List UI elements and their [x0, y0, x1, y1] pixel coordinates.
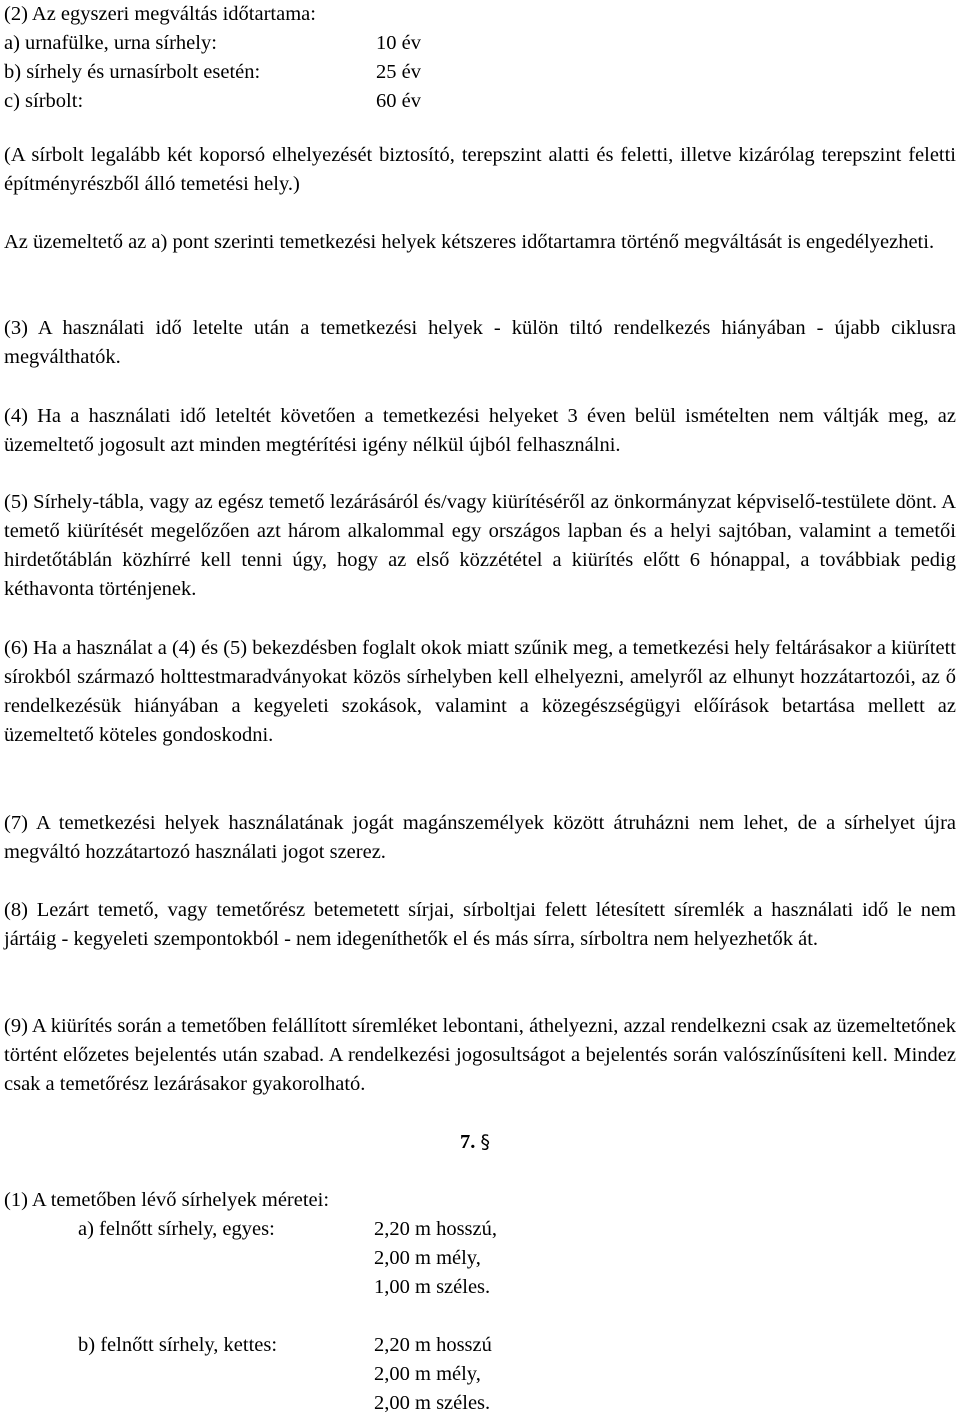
section-heading: [460, 1128, 540, 1157]
dimension-length: 2,20 m hosszú,: [374, 1218, 497, 1240]
duration-value: 60 év: [376, 90, 421, 112]
dimensions-label: a) felnőtt sírhely, egyes:: [78, 1218, 275, 1240]
extension-paragraph: Az üzemeltető az a) pont szerinti temetkezési helyek kétszeres időtartamra történő megváltását is engedélyezheti.: [4, 231, 935, 253]
dimension-length: 2,20 m hosszú: [374, 1334, 492, 1356]
dimension-width: 1,00 m széles.: [374, 1276, 491, 1298]
dimensions-item-b: [4, 1331, 956, 1418]
duration-title: (2) Az egyszeri megváltás időtartama:: [4, 3, 316, 25]
paragraph-8: (8) Lezárt temető, vagy temetőrész betemetett sírjai, sírboltjai felett létesített síremlék a használati idő le nem jártáig - kegyeleti szempontokból - nem idegeníthetők el és más sírra, sírboltra nem helyezhetők át.: [4, 899, 956, 950]
dimensions-item-a: [4, 1215, 956, 1302]
paragraph-6: (6) Ha a használat a (4) és (5) bekezdésben foglalt okok miatt szűnik meg, a temetkezési hely feltárásakor a kiürített sírokból származó holttestmaradványokat közös sírhelyben kell elhelyezni, amelyről az elhunyt hozzátartozói, az ő rendelkezésük hiányában a kegyeleti szokások, valamint a közegészségügyi előírások betartása mellett az üzemeltető köteles gondoskodni.: [4, 637, 956, 746]
paragraph-5: (5) Sírhely-tábla, vagy az egész temető lezárásáról és/vagy kiürítéséről az önkormányzat képviselő-testülete dönt. A temető kiürítését megelőzően azt három alkalommal egy országos lapban és a helyi sajtóban, valamint a temetői hirdetőtáblán közhírré kell tenni úgy, hogy az első közzététel a kiürítés előtt 6 hónappal, a továbbiak pedig kéthavonta történjenek.: [4, 491, 956, 600]
paragraph-9: (9) A kiürítés során a temetőben felállított síremléket lebontani, áthelyezni, azzal rendelkezni csak az üzemeltetőnek történt előzetes bejelentés után szabad. A rendelkezési jogosultságot a bejelentés során valószínűsíteni kell. Mindez csak a temetőrész lezárásakor gyakorolható.: [4, 1015, 956, 1095]
duration-label: c) sírbolt:: [4, 90, 84, 112]
duration-item-c: [4, 87, 956, 116]
duration-value: 10 év: [376, 32, 421, 54]
dimension-width: 2,00 m széles.: [374, 1392, 491, 1414]
duration-section: [4, 0, 956, 116]
dimensions-label: b) felnőtt sírhely, kettes:: [78, 1334, 278, 1356]
paragraph-3: (3) A használati idő letelte után a temetkezési helyek - külön tiltó rendelkezés hiányában - újabb ciklusra megválthatók.: [4, 317, 956, 368]
duration-label: b) sírhely és urnasírbolt esetén:: [4, 61, 261, 83]
sirbolt-note: (A sírbolt legalább két koporsó elhelyezését biztosító, terepszint alatti és feletti, illetve kizárólag terepszint feletti építményrészből álló temetési hely.): [4, 144, 956, 195]
dimensions-values: [374, 1331, 492, 1418]
duration-item-b: [4, 58, 956, 87]
section-number: 7.: [460, 1131, 476, 1153]
dimensions-values: [374, 1215, 497, 1302]
dimensions-title: (1) A temetőben lévő sírhelyek méretei:: [4, 1189, 330, 1211]
dimensions-section: [4, 1186, 956, 1418]
duration-value: 25 év: [376, 61, 421, 83]
duration-label: a) urnafülke, urna sírhely:: [4, 32, 217, 54]
dimension-depth: 2,00 m mély,: [374, 1247, 481, 1269]
paragraph-4: (4) Ha a használati idő leteltét követően a temetkezési helyeket 3 éven belül ismételten nem váltják meg, az üzemeltető jogosult azt minden megtérítési igény nélkül újból felhasználni.: [4, 405, 956, 456]
paragraph-symbol: §: [480, 1131, 490, 1153]
paragraph-7: (7) A temetkezési helyek használatának jogát magánszemélyek között átruházni nem lehet, de a sírhelyet újra megváltó hozzátartozó használati jogot szerez.: [4, 812, 956, 863]
duration-item-a: [4, 29, 956, 58]
dimension-depth: 2,00 m mély,: [374, 1363, 481, 1385]
